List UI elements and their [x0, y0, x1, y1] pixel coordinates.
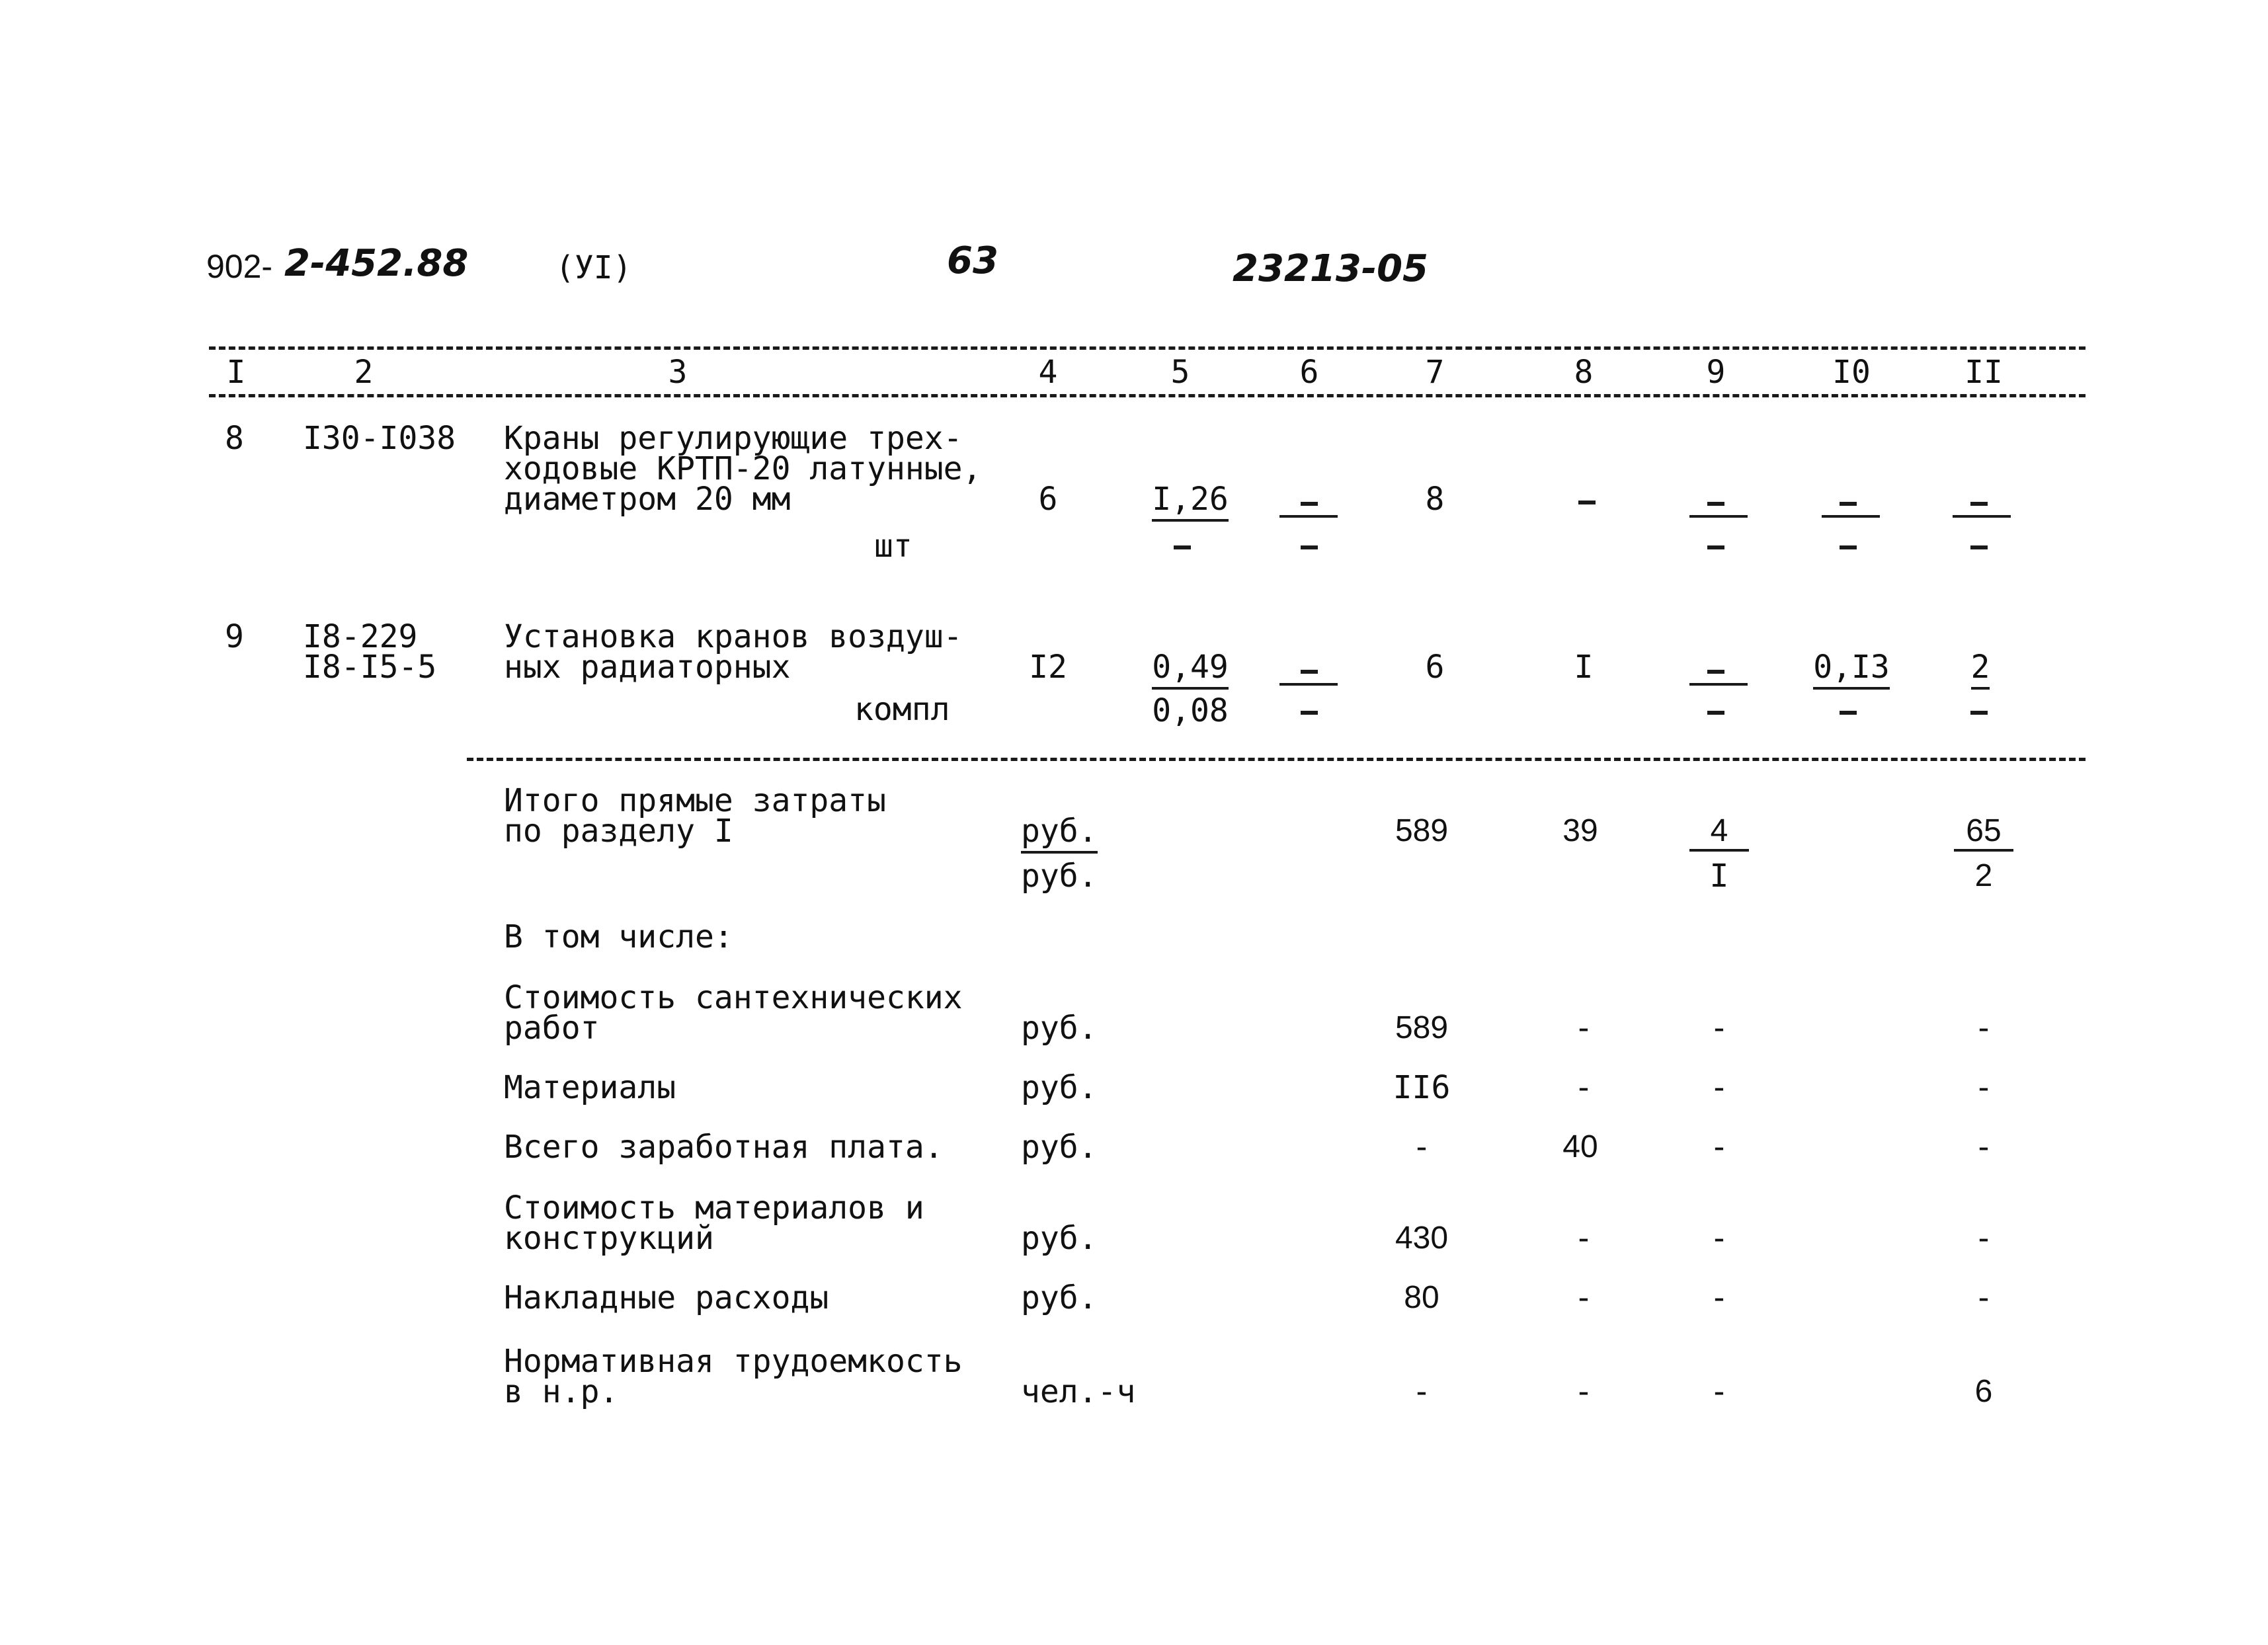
row-col9-bottom-dash — [1707, 711, 1724, 715]
row-col10-fraction-bar — [1822, 515, 1880, 518]
breakdown-label: Нормативная трудоемкость — [504, 1343, 963, 1380]
breakdown-col7: - — [1412, 1129, 1432, 1166]
breakdown-col9: - — [1709, 1010, 1729, 1047]
breakdown-label: работ — [504, 1010, 600, 1047]
breakdown-col11: - — [1974, 1220, 1994, 1257]
row-col4: 6 — [1038, 481, 1058, 518]
row-col6-bottom-dash — [1301, 545, 1318, 549]
breakdown-col9: - — [1709, 1129, 1729, 1166]
page-number: 63 — [947, 239, 998, 282]
col-header-7: 7 — [1425, 354, 1445, 391]
breakdown-col9: - — [1709, 1220, 1729, 1257]
breakdown-unit: руб. — [1021, 1129, 1098, 1166]
row-col4: I2 — [1029, 649, 1067, 686]
breakdown-col7: 430 — [1395, 1221, 1449, 1256]
col-header-4: 4 — [1038, 354, 1058, 391]
row-unit: шт — [874, 528, 912, 565]
col-header-10: I0 — [1832, 354, 1871, 391]
row-col5-bottom: 0,08 — [1152, 692, 1229, 729]
row-col5-top: 0,49 — [1137, 652, 1243, 682]
breakdown-label: в н.р. — [504, 1373, 619, 1410]
breakdown-label: Накладные расходы — [504, 1279, 829, 1316]
row-description: Установка кранов воздуш- — [504, 618, 963, 655]
doc-code: 2-452.88 — [284, 242, 469, 285]
row-description: ных радиаторных — [504, 649, 791, 686]
breakdown-label: Всего заработная плата. — [504, 1129, 944, 1166]
row-col11-bottom-dash — [1970, 711, 1988, 715]
breakdown-col8: - — [1574, 1220, 1594, 1257]
row-col11-fraction-bar — [1953, 515, 2011, 518]
breakdown-col8: - — [1574, 1373, 1594, 1410]
row-col6-fraction-bar — [1279, 683, 1338, 686]
total-col8: 39 — [1562, 813, 1598, 848]
total-col9-fraction-bar — [1689, 849, 1749, 852]
row-col11-bottom-dash — [1970, 545, 1988, 549]
breakdown-col9: - — [1709, 1069, 1729, 1106]
row-description: диаметром 20 мм — [504, 481, 791, 518]
row-col9-fraction-bar — [1689, 515, 1748, 518]
total-col7: 589 — [1395, 813, 1449, 848]
total-unit-top: руб. — [1021, 813, 1098, 854]
col-header-11: II — [1964, 354, 2003, 391]
breakdown-col11: - — [1974, 1010, 1994, 1047]
inventory-number: 23213-05 — [1233, 247, 1428, 290]
row-code: I8-229 — [303, 618, 418, 655]
col-header-6: 6 — [1299, 354, 1319, 391]
including-heading: В том числе: — [504, 918, 733, 955]
breakdown-col7: - — [1412, 1373, 1432, 1410]
breakdown-col9: - — [1709, 1373, 1729, 1410]
col-header-1: I — [226, 354, 246, 391]
row-col9-top-dash — [1707, 670, 1724, 674]
row-col6-top-dash — [1301, 670, 1318, 674]
row-col6-top-dash — [1301, 502, 1318, 506]
breakdown-label: Стоимость материалов и — [504, 1189, 924, 1226]
row-number: 9 — [225, 618, 244, 655]
total-col11-top: 65 — [1966, 813, 2002, 848]
breakdown-label: Стоимость сантехнических — [504, 979, 963, 1016]
total-col9-bottom: I — [1709, 858, 1729, 895]
breakdown-col7: 589 — [1395, 1010, 1449, 1045]
volume-label: (УI) — [555, 249, 632, 286]
col-header-2: 2 — [354, 354, 374, 391]
row-col5-bottom-dash — [1174, 545, 1191, 549]
doc-prefix: 902- — [206, 248, 273, 285]
row-col7: 8 — [1425, 481, 1445, 518]
breakdown-col11: 6 — [1974, 1374, 1993, 1409]
breakdown-unit: руб. — [1021, 1010, 1098, 1047]
section-rule — [467, 758, 2086, 761]
row-col9-fraction-bar — [1689, 683, 1748, 686]
row-code: I8-I5-5 — [303, 649, 437, 686]
total-label: по разделу I — [504, 813, 733, 850]
row-col10-top-dash — [1840, 502, 1857, 506]
row-col6-fraction-bar — [1279, 515, 1338, 518]
row-col5: I,26 — [1137, 484, 1243, 514]
breakdown-col8: - — [1574, 1010, 1594, 1047]
col-header-8: 8 — [1574, 354, 1594, 391]
row-description: Краны регулирующие трех- — [504, 420, 963, 457]
col-header-3: 3 — [668, 354, 688, 391]
total-unit-bottom: руб. — [1021, 858, 1098, 895]
breakdown-label: Материалы — [504, 1069, 676, 1106]
row-description: ходовые КРТП-20 латунные, — [504, 450, 982, 487]
breakdown-label: конструкций — [504, 1220, 714, 1257]
total-label: Итого прямые затраты — [504, 782, 886, 819]
breakdown-col11: - — [1974, 1069, 1994, 1106]
breakdown-col7: II6 — [1393, 1069, 1451, 1106]
row-unit: компл — [854, 691, 950, 728]
row-col11-top: 2 — [1951, 652, 2010, 682]
breakdown-unit: чел.-ч — [1021, 1373, 1136, 1410]
row-col8-dash — [1578, 501, 1596, 504]
row-col7: 6 — [1425, 649, 1445, 686]
breakdown-col11: - — [1974, 1279, 1994, 1316]
row-col9-top-dash — [1707, 502, 1724, 506]
breakdown-unit: руб. — [1021, 1220, 1098, 1257]
breakdown-col8: 40 — [1562, 1129, 1598, 1164]
total-col11-bottom: 2 — [1974, 858, 1993, 893]
total-col9-top: 4 — [1710, 813, 1728, 848]
breakdown-col11: - — [1974, 1129, 1994, 1166]
breakdown-col9: - — [1709, 1279, 1729, 1316]
header-bottom-rule — [209, 394, 2086, 397]
row-number: 8 — [225, 420, 244, 457]
breakdown-col8: - — [1574, 1279, 1594, 1316]
row-col10-bottom-dash — [1840, 545, 1857, 549]
row-col10-bottom-dash — [1840, 711, 1857, 715]
row-col11-top-dash — [1970, 502, 1988, 506]
breakdown-col7: 80 — [1404, 1280, 1439, 1315]
header-top-rule — [209, 346, 2086, 350]
breakdown-col8: - — [1574, 1069, 1594, 1106]
row-col8: I — [1574, 649, 1594, 686]
col-header-5: 5 — [1170, 354, 1190, 391]
row-col9-bottom-dash — [1707, 545, 1724, 549]
breakdown-unit: руб. — [1021, 1279, 1098, 1316]
row-col10-top: 0,I3 — [1805, 652, 1898, 682]
col-header-9: 9 — [1706, 354, 1726, 391]
row-code: I30-I038 — [303, 420, 456, 457]
total-col11-fraction-bar — [1954, 849, 2013, 852]
breakdown-unit: руб. — [1021, 1069, 1098, 1106]
row-col6-bottom-dash — [1301, 711, 1318, 715]
